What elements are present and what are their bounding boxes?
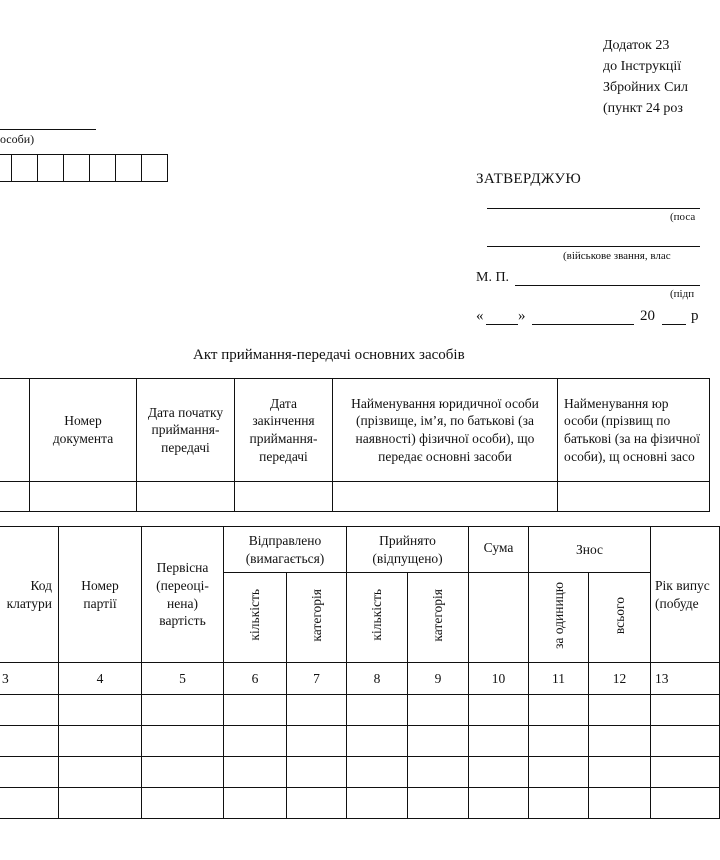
signature-caption: (підп [670, 288, 695, 300]
table1-header-row [0, 379, 710, 482]
table2-cell[interactable] [408, 788, 469, 819]
code-box [0, 155, 12, 181]
col-number: 10 [469, 663, 529, 695]
table2-cell[interactable] [408, 695, 469, 726]
table2-header-sent-cat [287, 573, 347, 663]
table-assets [0, 526, 720, 819]
table1-row [0, 482, 710, 512]
code-box [142, 155, 168, 181]
table2-header-row-1 [0, 527, 720, 573]
table2-cell[interactable] [347, 788, 408, 819]
col-number: 5 [142, 663, 224, 695]
table1-header-transferor: Найменування юридичної особи (прізвище, ім’я, по батькові (за наявності) фізичної особи), що передає основні засоби [333, 379, 558, 482]
table2-header-sum-empty [469, 573, 529, 663]
recv-cat-label: категорія [430, 588, 446, 642]
table2-cell[interactable] [529, 788, 589, 819]
total-label: всього [611, 596, 627, 634]
table2-cell[interactable] [469, 726, 529, 757]
table2-header-sent: Відправлено (вимагається) [224, 527, 347, 573]
left-caption: особи) [0, 132, 35, 146]
table1-header-start-date: Дата початку приймання-передачі [137, 379, 235, 482]
col-number: 12 [589, 663, 651, 695]
col-number: 8 [347, 663, 408, 695]
table2-header-per-unit [529, 573, 589, 663]
rank-caption: (військове звання, влас [563, 250, 671, 262]
table2-cell[interactable] [651, 757, 720, 788]
table1-cell[interactable] [137, 482, 235, 512]
appendix-line-2: до Інструкції [603, 59, 682, 74]
table2-cell[interactable] [142, 788, 224, 819]
table2-cell[interactable] [224, 788, 287, 819]
appendix-line-4: (пункт 24 роз [603, 101, 683, 116]
table1-header-cell-0 [0, 379, 30, 482]
table2-cell[interactable] [224, 695, 287, 726]
table2-header-total [589, 573, 651, 663]
table-documents [0, 378, 710, 512]
table2-cell[interactable] [347, 695, 408, 726]
table1-cell[interactable] [0, 482, 30, 512]
date-day-line [486, 324, 518, 325]
position-caption: (поса [670, 211, 696, 223]
left-underline [0, 129, 96, 130]
table2-cell[interactable] [287, 788, 347, 819]
table2-cell[interactable] [408, 757, 469, 788]
code-boxes [0, 154, 168, 182]
table2-cell[interactable] [469, 695, 529, 726]
col-number: 11 [529, 663, 589, 695]
table2-row [0, 695, 720, 726]
date-year-line [662, 324, 686, 325]
table2-cell[interactable] [59, 726, 142, 757]
table2-cell[interactable] [469, 757, 529, 788]
col-number: 7 [287, 663, 347, 695]
table2-cell[interactable] [287, 695, 347, 726]
table2-cell[interactable] [347, 757, 408, 788]
table2-header-sum: Сума [469, 527, 529, 573]
appendix-line-3: Збройних Сил [603, 80, 688, 95]
table2-header-received: Прийнято (відпущено) [347, 527, 469, 573]
table1-cell[interactable] [30, 482, 137, 512]
date-month-line [532, 324, 634, 325]
table2-cell[interactable] [589, 695, 651, 726]
table2-cell[interactable] [0, 695, 59, 726]
table2-cell[interactable] [0, 726, 59, 757]
date-year-prefix: 20 [640, 308, 655, 324]
code-box [38, 155, 64, 181]
table1-cell[interactable] [333, 482, 558, 512]
col-number: 6 [224, 663, 287, 695]
table1-header-receiver: Найменування юр особи (прізвищ по батькові (за на фізичної особи), щ основні засо [558, 379, 710, 482]
table2-cell[interactable] [59, 695, 142, 726]
code-box [64, 155, 90, 181]
recv-qty-label: кількість [369, 589, 385, 641]
sent-cat-label: категорія [308, 588, 324, 642]
position-line [487, 208, 700, 209]
table2-cell[interactable] [651, 726, 720, 757]
table2-header-recv-qty [347, 573, 408, 663]
table1-header-doc-number: Номер документа [30, 379, 137, 482]
table2-cell[interactable] [287, 726, 347, 757]
appendix-line-1: Додаток 23 [603, 38, 670, 53]
seal-label: М. П. [476, 270, 510, 285]
table1-header-end-date: Дата закінчення приймання-передачі [235, 379, 333, 482]
table2-header-sent-qty [224, 573, 287, 663]
document-title: Акт приймання-передачі основних засобів [193, 347, 465, 363]
table2-cell[interactable] [142, 695, 224, 726]
col-number: 4 [59, 663, 142, 695]
table2-cell[interactable] [589, 726, 651, 757]
code-box [12, 155, 38, 181]
code-box [90, 155, 116, 181]
date-close-quote: » [518, 308, 526, 324]
date-open-quote: « [476, 308, 484, 324]
table2-cell[interactable] [0, 757, 59, 788]
table2-header-recv-cat [408, 573, 469, 663]
table2-header-depreciation: Знос [529, 527, 651, 573]
table2-header-code: Код клатури [0, 527, 59, 663]
per-unit-label: за одиницю [550, 581, 566, 649]
table1-cell[interactable] [235, 482, 333, 512]
sent-qty-label: кількість [247, 589, 263, 641]
table2-cell[interactable] [224, 757, 287, 788]
table2-cell[interactable] [142, 726, 224, 757]
approval-heading: ЗАТВЕРДЖУЮ [476, 171, 582, 187]
table1-cell[interactable] [558, 482, 710, 512]
table2-cell[interactable] [651, 695, 720, 726]
table2-cell[interactable] [651, 788, 720, 819]
table2-cell[interactable] [529, 726, 589, 757]
table2-cell[interactable] [59, 788, 142, 819]
table2-row [0, 757, 720, 788]
table2-row [0, 788, 720, 819]
table2-cell[interactable] [529, 695, 589, 726]
table2-cell[interactable] [347, 726, 408, 757]
table2-number-row [0, 663, 720, 695]
table2-header-year: Рік випус (побуде [651, 527, 720, 663]
table2-cell[interactable] [59, 757, 142, 788]
table2-cell[interactable] [469, 788, 529, 819]
table2-row [0, 726, 720, 757]
rank-line [487, 246, 700, 247]
col-number: 3 [0, 663, 59, 695]
table2-header-initial-value: Первісна (переоці-нена) вартість [142, 527, 224, 663]
table2-cell[interactable] [529, 757, 589, 788]
table2-cell[interactable] [408, 726, 469, 757]
date-year-suffix: р [691, 308, 699, 324]
table2-cell[interactable] [0, 788, 59, 819]
signature-line [515, 285, 700, 286]
table2-cell[interactable] [589, 788, 651, 819]
table2-header-batch: Номер партії [59, 527, 142, 663]
table2-cell[interactable] [224, 726, 287, 757]
code-box [116, 155, 142, 181]
table2-cell[interactable] [142, 757, 224, 788]
col-number: 13 [651, 663, 720, 695]
table2-cell[interactable] [589, 757, 651, 788]
table2-cell[interactable] [287, 757, 347, 788]
col-number: 9 [408, 663, 469, 695]
